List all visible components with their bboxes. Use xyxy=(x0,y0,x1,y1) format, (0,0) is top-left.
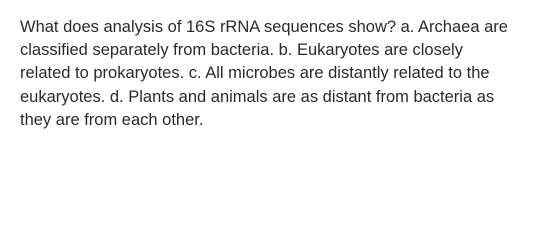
question-line: eukaryotes. d. Plants and animals are as distant from bacteria as xyxy=(20,87,495,106)
question-line: classified separately from bacteria. b. Eukaryotes are closely xyxy=(20,41,463,60)
question-line: What does analysis of 16S rRNA sequences show? a. Archaea are xyxy=(20,18,508,36)
question-text xyxy=(20,16,548,132)
question-line: related to prokaryotes. c. All microbes are distantly related to the xyxy=(20,64,490,83)
question-line: they are from each other. xyxy=(20,110,204,129)
